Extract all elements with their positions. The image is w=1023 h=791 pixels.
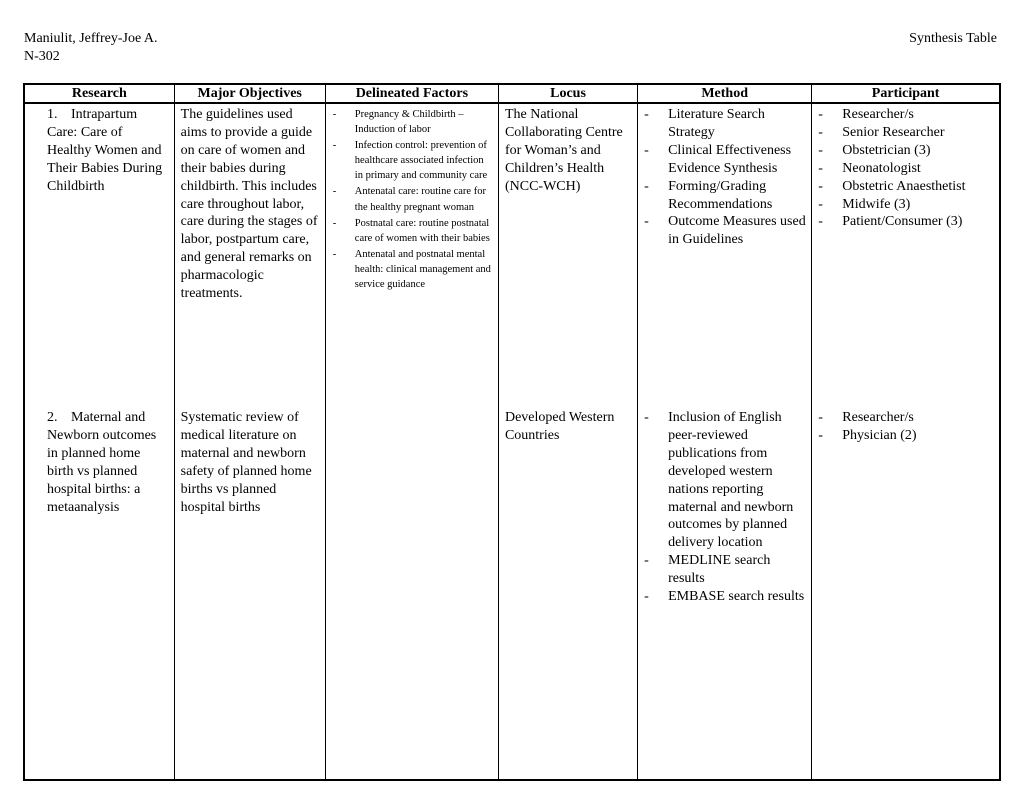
column-header-method: Method bbox=[638, 84, 812, 103]
list-item: - Researcher/s bbox=[812, 409, 999, 427]
list-item: - Obstetrician (3) bbox=[812, 142, 999, 160]
list-item: - Literature Search Strategy bbox=[638, 106, 811, 142]
list-item: - Infection control: prevention of healthcare associated infection in primary and community care bbox=[326, 138, 498, 183]
table-cell bbox=[812, 103, 1000, 780]
table-cell bbox=[325, 103, 498, 780]
column-header-locus: Locus bbox=[498, 84, 637, 103]
factors-list bbox=[326, 104, 498, 292]
document-title: Synthesis Table bbox=[909, 31, 997, 46]
list-item: - Pregnancy & Childbirth – Induction of labor bbox=[326, 107, 498, 137]
objectives-text: The guidelines used aims to provide a guide on care of women and their babies during childbirth. This includes care throughout labor, care during the stages of labor, postpartum care, and general remarks on pharmacologic treatments. bbox=[180, 107, 318, 302]
list-item: - Physician (2) bbox=[812, 427, 999, 445]
research-title bbox=[25, 407, 174, 516]
participant-list bbox=[812, 104, 999, 231]
list-item: - Postnatal care: routine postnatal care of women with their babies bbox=[326, 216, 498, 246]
list-item: - MEDLINE search results bbox=[638, 552, 811, 588]
locus-text: The National Collaborating Centre for Woman’s and Children’s Health (NCC-WCH) bbox=[504, 107, 623, 194]
table-cell bbox=[498, 103, 637, 780]
table-row bbox=[24, 103, 1000, 780]
list-item: - Antenatal and postnatal mental health: clinical management and service guidance bbox=[326, 247, 498, 292]
column-header-factors: Delineated Factors bbox=[325, 84, 498, 103]
list-item: - Obstetric Anaesthetist bbox=[812, 178, 999, 196]
table-cell bbox=[24, 103, 174, 780]
list-item: - Senior Researcher bbox=[812, 124, 999, 142]
column-header-participant: Participant bbox=[812, 84, 1000, 103]
course-code: N-302 bbox=[24, 49, 60, 64]
row-number: 2. bbox=[47, 410, 58, 425]
table-cell bbox=[638, 103, 812, 780]
objectives-text: Systematic review of medical literature on maternal and newborn safety of planned home births vs planned hospital births bbox=[180, 410, 312, 515]
synthesis-table bbox=[23, 83, 1001, 781]
list-item: - Midwife (3) bbox=[812, 196, 999, 214]
column-header-research: Research bbox=[24, 84, 174, 103]
participant-list bbox=[812, 407, 999, 445]
row-number: 1. bbox=[47, 107, 58, 122]
list-item: - Neonatologist bbox=[812, 160, 999, 178]
research-title bbox=[25, 104, 174, 196]
list-item: - EMBASE search results bbox=[638, 588, 811, 606]
method-list bbox=[638, 104, 811, 249]
list-item: - Outcome Measures used in Guidelines bbox=[638, 213, 811, 249]
list-item: - Antenatal care: routine care for the healthy pregnant woman bbox=[326, 184, 498, 214]
research-text: Intrapartum Care: Care of Healthy Women and Their Babies During Childbirth bbox=[47, 107, 163, 194]
table-cell bbox=[174, 103, 325, 780]
table-header-row bbox=[24, 84, 1000, 103]
author-name: Maniulit, Jeffrey-Joe A. bbox=[24, 31, 158, 46]
list-item: - Clinical Effectiveness Evidence Synthesis bbox=[638, 142, 811, 178]
list-item: - Researcher/s bbox=[812, 106, 999, 124]
list-item: - Patient/Consumer (3) bbox=[812, 213, 999, 231]
research-text: Maternal and Newborn outcomes in planned home birth vs planned hospital births: a metaanalysis bbox=[47, 410, 157, 515]
list-item: - Forming/Grading Recommendations bbox=[638, 178, 811, 214]
column-header-objectives: Major Objectives bbox=[174, 84, 325, 103]
method-list bbox=[638, 407, 811, 606]
locus-text: Developed Western Countries bbox=[504, 410, 615, 443]
list-item: - Inclusion of English peer-reviewed publications from developed western nations reporting maternal and newborn outcomes by planned delivery location bbox=[638, 409, 811, 552]
